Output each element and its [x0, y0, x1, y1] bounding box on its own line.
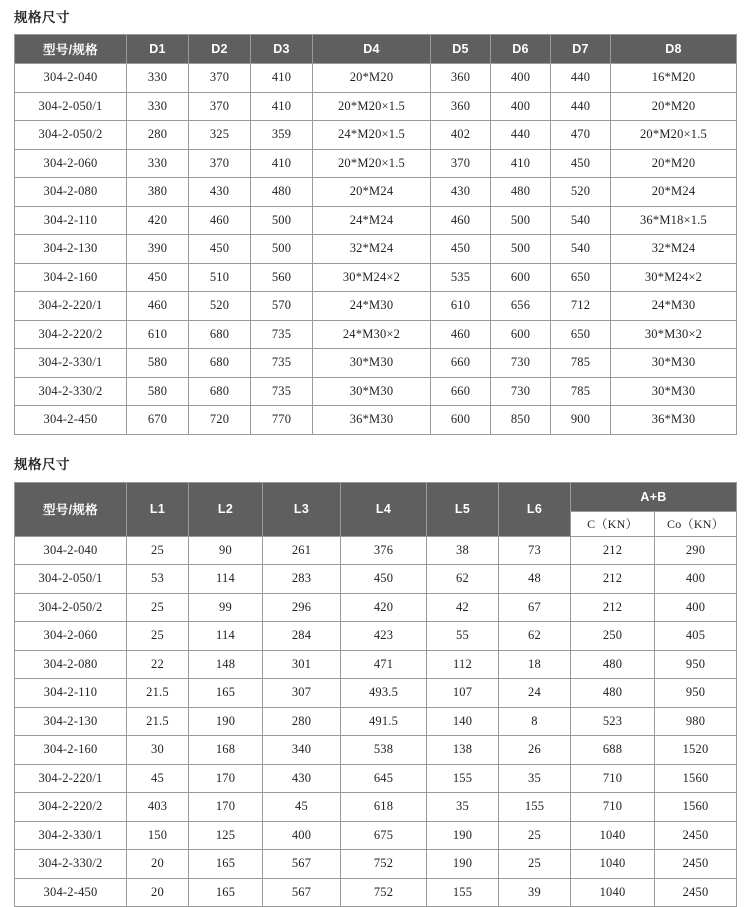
cell-value: 90	[189, 536, 263, 565]
cell-model: 304-2-330/2	[15, 377, 127, 406]
cell-value: 280	[127, 121, 189, 150]
cell-value: 440	[551, 64, 611, 93]
cell-value: 735	[251, 320, 313, 349]
cell-model: 304-2-220/2	[15, 320, 127, 349]
cell-value: 450	[127, 263, 189, 292]
cell-value: 20*M20	[313, 64, 431, 93]
cell-value: 20*M20	[611, 149, 737, 178]
cell-value: 405	[655, 622, 737, 651]
col-header-l1: L1	[127, 482, 189, 536]
cell-value: 30*M24×2	[611, 263, 737, 292]
cell-value: 168	[189, 736, 263, 765]
cell-model: 304-2-080	[15, 650, 127, 679]
cell-value: 190	[427, 850, 499, 879]
cell-value: 2450	[655, 850, 737, 879]
col-header-l3: L3	[263, 482, 341, 536]
col-header-d2: D2	[189, 35, 251, 64]
col-header-l2: L2	[189, 482, 263, 536]
cell-value: 650	[551, 263, 611, 292]
cell-value: 290	[655, 536, 737, 565]
cell-value: 39	[499, 878, 571, 907]
cell-model: 304-2-050/2	[15, 121, 127, 150]
cell-value: 36*M18×1.5	[611, 206, 737, 235]
cell-value: 20	[127, 850, 189, 879]
cell-value: 460	[127, 292, 189, 321]
cell-value: 140	[427, 707, 499, 736]
cell-value: 30*M30	[611, 377, 737, 406]
cell-value: 165	[189, 679, 263, 708]
table-header-row	[15, 482, 737, 511]
cell-value: 950	[655, 679, 737, 708]
table-row	[15, 764, 737, 793]
cell-value: 540	[551, 235, 611, 264]
cell-value: 752	[341, 850, 427, 879]
cell-value: 53	[127, 565, 189, 594]
cell-value: 370	[189, 149, 251, 178]
cell-value: 560	[251, 263, 313, 292]
cell-model: 304-2-160	[15, 263, 127, 292]
table-row	[15, 679, 737, 708]
cell-value: 32*M24	[611, 235, 737, 264]
cell-value: 190	[189, 707, 263, 736]
cell-value: 570	[251, 292, 313, 321]
cell-value: 212	[571, 536, 655, 565]
cell-value: 440	[491, 121, 551, 150]
cell-value: 165	[189, 878, 263, 907]
cell-value: 1040	[571, 821, 655, 850]
cell-value: 296	[263, 593, 341, 622]
table-row	[15, 736, 737, 765]
table-row	[15, 235, 737, 264]
cell-value: 785	[551, 349, 611, 378]
cell-model: 304-2-160	[15, 736, 127, 765]
cell-value: 660	[431, 377, 491, 406]
table-row	[15, 793, 737, 822]
cell-value: 360	[431, 92, 491, 121]
cell-value: 950	[655, 650, 737, 679]
cell-value: 770	[251, 406, 313, 435]
cell-value: 36*M30	[313, 406, 431, 435]
cell-value: 30*M24×2	[313, 263, 431, 292]
cell-value: 450	[431, 235, 491, 264]
cell-value: 656	[491, 292, 551, 321]
cell-value: 1040	[571, 850, 655, 879]
cell-value: 55	[427, 622, 499, 651]
cell-value: 580	[127, 349, 189, 378]
cell-value: 24*M20×1.5	[313, 121, 431, 150]
cell-value: 20*M20×1.5	[313, 92, 431, 121]
cell-value: 25	[127, 593, 189, 622]
col-header-d3: D3	[251, 35, 313, 64]
cell-value: 450	[189, 235, 251, 264]
cell-value: 125	[189, 821, 263, 850]
cell-value: 307	[263, 679, 341, 708]
cell-value: 610	[431, 292, 491, 321]
cell-value: 32*M24	[313, 235, 431, 264]
cell-model: 304-2-450	[15, 878, 127, 907]
cell-value: 567	[263, 850, 341, 879]
cell-value: 400	[491, 64, 551, 93]
cell-value: 170	[189, 793, 263, 822]
cell-value: 190	[427, 821, 499, 850]
cell-value: 400	[263, 821, 341, 850]
table-row	[15, 149, 737, 178]
cell-model: 304-2-220/1	[15, 764, 127, 793]
cell-value: 980	[655, 707, 737, 736]
cell-value: 680	[189, 377, 251, 406]
col-header-model: 型号/规格	[15, 482, 127, 536]
col-header-d7: D7	[551, 35, 611, 64]
cell-value: 73	[499, 536, 571, 565]
table-row	[15, 821, 737, 850]
cell-value: 26	[499, 736, 571, 765]
cell-value: 710	[571, 793, 655, 822]
cell-value: 730	[491, 349, 551, 378]
cell-value: 20*M24	[611, 178, 737, 207]
cell-value: 645	[341, 764, 427, 793]
cell-value: 1520	[655, 736, 737, 765]
cell-value: 370	[189, 64, 251, 93]
cell-value: 42	[427, 593, 499, 622]
cell-value: 540	[551, 206, 611, 235]
cell-value: 148	[189, 650, 263, 679]
cell-value: 675	[341, 821, 427, 850]
col-header-l4: L4	[341, 482, 427, 536]
cell-value: 301	[263, 650, 341, 679]
cell-value: 30*M30	[611, 349, 737, 378]
cell-value: 114	[189, 622, 263, 651]
cell-value: 370	[189, 92, 251, 121]
cell-value: 471	[341, 650, 427, 679]
cell-value: 850	[491, 406, 551, 435]
cell-value: 155	[427, 878, 499, 907]
cell-value: 212	[571, 593, 655, 622]
cell-model: 304-2-110	[15, 206, 127, 235]
cell-value: 400	[491, 92, 551, 121]
cell-value: 35	[427, 793, 499, 822]
cell-model: 304-2-060	[15, 622, 127, 651]
cell-value: 360	[431, 64, 491, 93]
cell-model: 304-2-220/2	[15, 793, 127, 822]
cell-value: 25	[499, 850, 571, 879]
cell-value: 400	[655, 565, 737, 594]
table-2-header	[15, 482, 737, 536]
cell-value: 480	[491, 178, 551, 207]
col-header-l6: L6	[499, 482, 571, 536]
cell-value: 402	[431, 121, 491, 150]
cell-model: 304-2-050/1	[15, 565, 127, 594]
cell-value: 250	[571, 622, 655, 651]
cell-model: 304-2-450	[15, 406, 127, 435]
cell-value: 680	[189, 320, 251, 349]
cell-value: 24*M24	[313, 206, 431, 235]
cell-value: 165	[189, 850, 263, 879]
table-2-body	[15, 536, 737, 907]
cell-value: 600	[431, 406, 491, 435]
cell-value: 500	[251, 235, 313, 264]
col-header-d4: D4	[313, 35, 431, 64]
cell-value: 340	[263, 736, 341, 765]
cell-value: 1560	[655, 764, 737, 793]
cell-value: 712	[551, 292, 611, 321]
cell-value: 752	[341, 878, 427, 907]
cell-value: 430	[189, 178, 251, 207]
cell-value: 470	[551, 121, 611, 150]
cell-value: 325	[189, 121, 251, 150]
cell-value: 400	[655, 593, 737, 622]
cell-value: 16*M20	[611, 64, 737, 93]
cell-value: 36*M30	[611, 406, 737, 435]
cell-value: 500	[251, 206, 313, 235]
cell-value: 30*M30×2	[611, 320, 737, 349]
cell-value: 261	[263, 536, 341, 565]
cell-value: 423	[341, 622, 427, 651]
cell-value: 67	[499, 593, 571, 622]
cell-value: 390	[127, 235, 189, 264]
table-row	[15, 406, 737, 435]
table-row	[15, 320, 737, 349]
cell-value: 730	[491, 377, 551, 406]
table-1-header	[15, 35, 737, 64]
cell-value: 150	[127, 821, 189, 850]
cell-value: 720	[189, 406, 251, 435]
cell-value: 2450	[655, 878, 737, 907]
cell-model: 304-2-330/1	[15, 821, 127, 850]
cell-value: 538	[341, 736, 427, 765]
cell-value: 20*M20	[611, 92, 737, 121]
cell-value: 35	[499, 764, 571, 793]
col-header-model: 型号/规格	[15, 35, 127, 64]
cell-value: 38	[427, 536, 499, 565]
table-row	[15, 121, 737, 150]
cell-model: 304-2-220/1	[15, 292, 127, 321]
col-header-group-ab: A+B	[571, 482, 737, 511]
cell-model: 304-2-040	[15, 64, 127, 93]
cell-value: 680	[189, 349, 251, 378]
cell-value: 25	[499, 821, 571, 850]
cell-model: 304-2-050/1	[15, 92, 127, 121]
table-row	[15, 650, 737, 679]
cell-value: 24*M30×2	[313, 320, 431, 349]
cell-value: 170	[189, 764, 263, 793]
col-header-l5: L5	[427, 482, 499, 536]
cell-value: 688	[571, 736, 655, 765]
cell-value: 493.5	[341, 679, 427, 708]
cell-value: 650	[551, 320, 611, 349]
section-title-dimensions-1: 规格尺寸	[14, 0, 736, 34]
cell-value: 600	[491, 320, 551, 349]
col-header-d8: D8	[611, 35, 737, 64]
table-row	[15, 178, 737, 207]
cell-value: 62	[499, 622, 571, 651]
cell-value: 138	[427, 736, 499, 765]
cell-value: 45	[263, 793, 341, 822]
cell-value: 567	[263, 878, 341, 907]
cell-value: 520	[189, 292, 251, 321]
cell-model: 304-2-130	[15, 707, 127, 736]
cell-value: 330	[127, 92, 189, 121]
col-header-d1: D1	[127, 35, 189, 64]
cell-value: 24	[499, 679, 571, 708]
table-row	[15, 593, 737, 622]
cell-value: 21.5	[127, 707, 189, 736]
cell-value: 460	[431, 320, 491, 349]
cell-value: 610	[127, 320, 189, 349]
cell-value: 62	[427, 565, 499, 594]
cell-value: 370	[431, 149, 491, 178]
cell-value: 450	[551, 149, 611, 178]
cell-model: 304-2-050/2	[15, 593, 127, 622]
cell-value: 283	[263, 565, 341, 594]
cell-value: 284	[263, 622, 341, 651]
cell-value: 500	[491, 235, 551, 264]
cell-value: 440	[551, 92, 611, 121]
cell-value: 510	[189, 263, 251, 292]
cell-value: 410	[491, 149, 551, 178]
cell-value: 500	[491, 206, 551, 235]
cell-value: 20*M24	[313, 178, 431, 207]
table-row	[15, 206, 737, 235]
table-row	[15, 707, 737, 736]
cell-value: 785	[551, 377, 611, 406]
cell-model: 304-2-080	[15, 178, 127, 207]
cell-value: 20*M20×1.5	[611, 121, 737, 150]
cell-value: 1560	[655, 793, 737, 822]
cell-value: 491.5	[341, 707, 427, 736]
cell-model: 304-2-330/1	[15, 349, 127, 378]
table-row	[15, 377, 737, 406]
cell-value: 410	[251, 64, 313, 93]
cell-value: 30	[127, 736, 189, 765]
cell-value: 710	[571, 764, 655, 793]
table-row	[15, 622, 737, 651]
cell-value: 212	[571, 565, 655, 594]
table-header-row	[15, 35, 737, 64]
cell-value: 22	[127, 650, 189, 679]
cell-value: 450	[341, 565, 427, 594]
cell-value: 900	[551, 406, 611, 435]
section-title-dimensions-2: 规格尺寸	[14, 435, 736, 482]
col-header-co-kn: Co（KN）	[655, 511, 737, 536]
cell-value: 20*M20×1.5	[313, 149, 431, 178]
cell-value: 410	[251, 149, 313, 178]
cell-value: 380	[127, 178, 189, 207]
cell-value: 480	[251, 178, 313, 207]
cell-value: 430	[431, 178, 491, 207]
table-1-body	[15, 64, 737, 435]
cell-value: 2450	[655, 821, 737, 850]
table-row	[15, 263, 737, 292]
col-header-d6: D6	[491, 35, 551, 64]
cell-value: 410	[251, 92, 313, 121]
cell-value: 25	[127, 536, 189, 565]
table-row	[15, 850, 737, 879]
table-row	[15, 64, 737, 93]
cell-value: 20	[127, 878, 189, 907]
cell-value: 330	[127, 149, 189, 178]
table-row	[15, 349, 737, 378]
cell-model: 304-2-130	[15, 235, 127, 264]
cell-value: 45	[127, 764, 189, 793]
cell-value: 520	[551, 178, 611, 207]
cell-value: 21.5	[127, 679, 189, 708]
dimensions-table-1	[14, 34, 737, 435]
cell-model: 304-2-330/2	[15, 850, 127, 879]
cell-value: 48	[499, 565, 571, 594]
cell-value: 24*M30	[313, 292, 431, 321]
cell-value: 480	[571, 650, 655, 679]
cell-value: 8	[499, 707, 571, 736]
cell-value: 99	[189, 593, 263, 622]
cell-value: 155	[427, 764, 499, 793]
cell-model: 304-2-060	[15, 149, 127, 178]
cell-value: 600	[491, 263, 551, 292]
cell-value: 670	[127, 406, 189, 435]
cell-value: 30*M30	[313, 377, 431, 406]
cell-model: 304-2-110	[15, 679, 127, 708]
cell-value: 376	[341, 536, 427, 565]
cell-value: 18	[499, 650, 571, 679]
cell-value: 24*M30	[611, 292, 737, 321]
cell-value: 112	[427, 650, 499, 679]
table-row	[15, 292, 737, 321]
cell-value: 30*M30	[313, 349, 431, 378]
cell-value: 660	[431, 349, 491, 378]
table-row	[15, 878, 737, 907]
cell-value: 359	[251, 121, 313, 150]
cell-value: 280	[263, 707, 341, 736]
cell-value: 460	[431, 206, 491, 235]
cell-value: 618	[341, 793, 427, 822]
cell-model: 304-2-040	[15, 536, 127, 565]
cell-value: 535	[431, 263, 491, 292]
dimensions-table-2	[14, 482, 737, 907]
cell-value: 523	[571, 707, 655, 736]
cell-value: 25	[127, 622, 189, 651]
cell-value: 735	[251, 349, 313, 378]
cell-value: 480	[571, 679, 655, 708]
cell-value: 580	[127, 377, 189, 406]
cell-value: 114	[189, 565, 263, 594]
table-row	[15, 536, 737, 565]
cell-value: 420	[127, 206, 189, 235]
cell-value: 460	[189, 206, 251, 235]
col-header-c-kn: C（KN）	[571, 511, 655, 536]
cell-value: 420	[341, 593, 427, 622]
table-row	[15, 92, 737, 121]
cell-value: 330	[127, 64, 189, 93]
cell-value: 155	[499, 793, 571, 822]
cell-value: 1040	[571, 878, 655, 907]
cell-value: 430	[263, 764, 341, 793]
cell-value: 403	[127, 793, 189, 822]
col-header-d5: D5	[431, 35, 491, 64]
table-row	[15, 565, 737, 594]
cell-value: 107	[427, 679, 499, 708]
cell-value: 735	[251, 377, 313, 406]
